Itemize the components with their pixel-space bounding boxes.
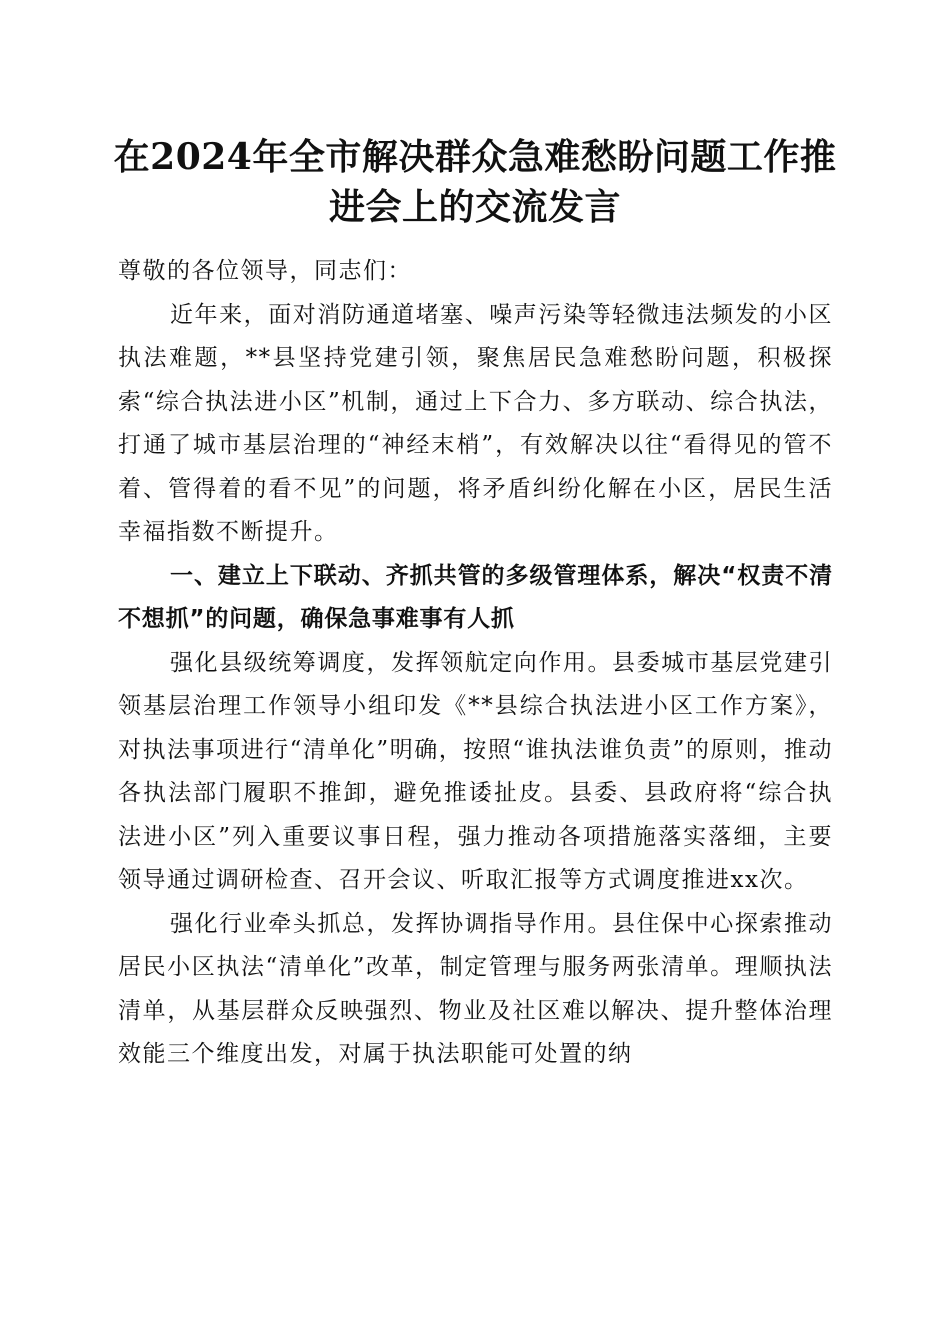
intro-paragraph: 近年来，面对消防通道堵塞、噪声污染等轻微违法频发的小区执法难题，**县坚持党建引领，聚焦居民急难愁盼问题，积极探索“综合执法进小区”机制，通过上下合力、多方联动、综合执法，打通了城市基层治理的“神经末梢”，有效解决以往“看得见的管不着、管得着的看不见”的问题，将矛盾纠纷化解在小区，居民生活幸福指数不断提升。 [118,301,833,545]
title-line-2: 进会上的交流发言 [328,186,621,228]
title-line-1: 在2024年全市解决群众急难愁盼问题工作推 [113,136,837,178]
body-paragraph: 强化行业牵头抓总，发挥协调指导作用。县住保中心探索推动居民小区执法“清单化”改革，制定管理与服务两张清单。理顺执法清单，从基层群众反映强烈、物业及社区难以解决、提升整体治理效能三个维度出发，对属于执法职能可处置的纳 [118,910,833,1067]
section-heading-1: 一、建立上下联动、齐抓共管的多级管理体系，解决“权责不清不想抓”的问题，确保急事难事有人抓 [118,562,833,632]
document-title [100,132,850,232]
body-paragraph: 强化县级统筹调度，发挥领航定向作用。县委城市基层党建引领基层治理工作领导小组印发《**县综合执法进小区工作方案》，对执法事项进行“清单化”明确，按照“谁执法谁负责”的原则，推动各执法部门履职不推卸，避免推诿扯皮。县委、县政府将“综合执法进小区”列入重要议事日程，强力推动各项措施落实落细，主要领导通过调研检查、召开会议、听取汇报等方式调度推进xx次。 [118,649,833,893]
salutation: 尊敬的各位领导，同志们： [118,258,412,284]
document-body [118,250,833,1077]
